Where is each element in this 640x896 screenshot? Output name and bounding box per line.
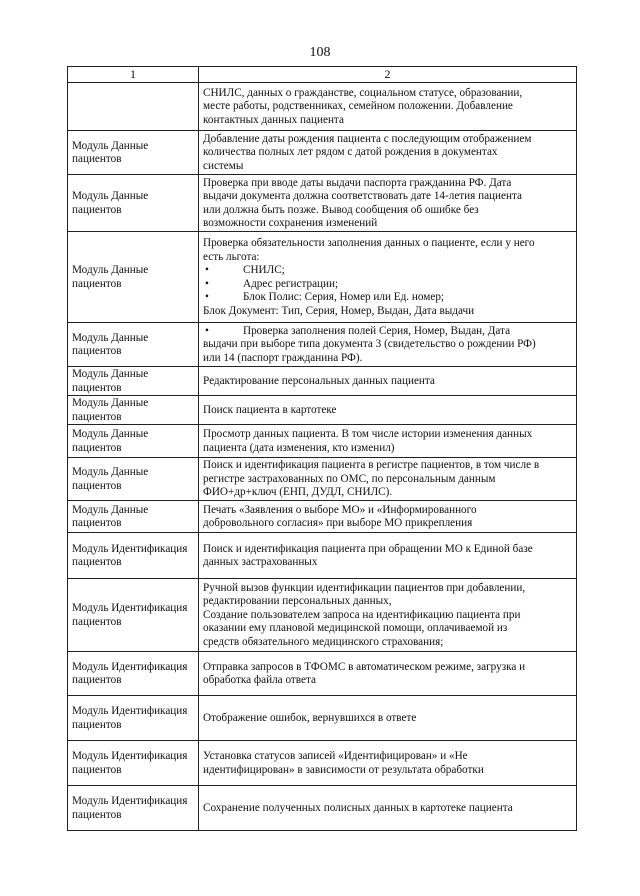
description-line: есть льгота: bbox=[203, 250, 260, 263]
description-line: Поиск пациента в картотеке bbox=[203, 403, 337, 416]
description-line: регистре застрахованных по ОМС, по персональным данным bbox=[203, 472, 496, 485]
description-cell bbox=[199, 396, 577, 425]
description-line: ФИО+др+ключ (ЕНП, ДУДЛ, СНИЛС). bbox=[203, 486, 393, 499]
bullet-item bbox=[203, 325, 572, 339]
requirements-table bbox=[67, 66, 577, 831]
table-row bbox=[68, 579, 577, 652]
table-row bbox=[68, 652, 577, 696]
bullet-icon: • bbox=[205, 291, 209, 303]
module-cell: Модуль Данные пациентов bbox=[68, 232, 199, 323]
table-row bbox=[68, 533, 577, 579]
module-cell: Модуль Данные пациентов bbox=[68, 131, 199, 175]
description-line: месте работы, родственниках, семейном положении. Добавление bbox=[203, 100, 513, 113]
table-row bbox=[68, 396, 577, 425]
description-line: Создание пользователем запроса на идентификацию пациента при bbox=[203, 608, 521, 621]
description-cell bbox=[199, 786, 577, 831]
description-line: идентифицирован» в зависимости от результата обработки bbox=[203, 763, 484, 776]
module-cell: Модуль Данные пациентов bbox=[68, 323, 199, 367]
description-line: выдачи документа должна соответствовать дате 14-летия пациента bbox=[203, 190, 522, 202]
table-row bbox=[68, 131, 577, 175]
description-cell bbox=[199, 367, 577, 396]
description-cell bbox=[199, 501, 577, 533]
description-line: средств обязательного медицинского страхования; bbox=[203, 635, 444, 648]
description-line: данных застрахованных bbox=[203, 556, 318, 568]
description-line: контактных данных пациента bbox=[203, 113, 344, 126]
module-cell: Модуль Данные пациентов bbox=[68, 501, 199, 533]
module-cell bbox=[68, 83, 199, 131]
description-cell bbox=[199, 696, 577, 741]
module-cell: Модуль Данные пациентов bbox=[68, 175, 199, 232]
description-line: редактировании персональных данных, bbox=[203, 595, 392, 608]
description-line: или должна быть позже. Вывод сообщения об ошибке без bbox=[203, 203, 479, 216]
table-row bbox=[68, 367, 577, 396]
description-line: количества полных лет рядом с датой рождения в документах bbox=[203, 146, 498, 159]
module-cell: Модуль Идентификация пациентов bbox=[68, 786, 199, 831]
bullet-icon: • bbox=[205, 324, 209, 337]
bullet-text: СНИЛС; bbox=[243, 264, 285, 276]
module-cell: Модуль Идентификация пациентов bbox=[68, 579, 199, 652]
description-line: Блок Документ: Тип, Серия, Номер, Выдан, Дата выдачи bbox=[203, 304, 475, 317]
bullet-text: Проверка заполнения полей Серия, Номер, Выдан, Дата bbox=[243, 324, 511, 337]
table-row bbox=[68, 458, 577, 501]
description-line: пациента (дата изменения, кто изменил) bbox=[203, 441, 395, 454]
table-row bbox=[68, 425, 577, 458]
description-cell bbox=[199, 425, 577, 458]
description-line: Печать «Заявления о выборе МО» и «Информированного bbox=[203, 503, 477, 516]
module-cell: Модуль Идентификация пациентов bbox=[68, 652, 199, 696]
description-cell bbox=[199, 175, 577, 232]
bullet-icon: • bbox=[205, 277, 209, 290]
module-cell: Модуль Идентификация пациентов bbox=[68, 533, 199, 579]
description-cell bbox=[199, 458, 577, 501]
page-number: 108 bbox=[309, 45, 331, 60]
description-line: Проверка обязательности заполнения данных о пациенте, если у него bbox=[203, 237, 535, 249]
module-cell: Модуль Данные пациентов bbox=[68, 396, 199, 425]
description-cell bbox=[199, 83, 577, 131]
description-line: выдачи при выборе типа документа 3 (свидетельство о рождении РФ) bbox=[203, 338, 536, 351]
description-line: возможности сохранения изменений bbox=[203, 217, 378, 229]
description-line: Ручной вызов функции идентификации пациентов при добавлении, bbox=[203, 581, 526, 594]
description-cell bbox=[199, 131, 577, 175]
module-cell: Модуль Данные пациентов bbox=[68, 458, 199, 501]
table-row bbox=[68, 696, 577, 741]
module-cell: Модуль Данные пациентов bbox=[68, 425, 199, 458]
description-cell bbox=[199, 533, 577, 579]
description-line: Сохранение полученных полисных данных в картотеке пациента bbox=[203, 801, 513, 814]
bullet-icon: • bbox=[205, 264, 209, 276]
description-line: системы bbox=[203, 159, 244, 172]
table-row bbox=[68, 232, 577, 323]
table-header-row bbox=[68, 67, 577, 83]
description-line: Отправка запросов в ТФОМС в автоматическом режиме, загрузка и bbox=[203, 660, 526, 673]
module-cell: Модуль Идентификация пациентов bbox=[68, 696, 199, 741]
bullet-item bbox=[203, 278, 572, 292]
description-line: Просмотр данных пациента. В том числе истории изменения данных bbox=[203, 428, 533, 440]
description-line: обработка файла ответа bbox=[203, 674, 316, 686]
description-line: оказании ему плановой медицинской помощи, оплачиваемой из bbox=[203, 622, 508, 635]
description-line: Установка статусов записей «Идентифицирован» и «Не bbox=[203, 750, 468, 762]
description-cell bbox=[199, 741, 577, 786]
description-line: добровольного согласия» при выборе МО прикрепления bbox=[203, 517, 473, 529]
description-line: Проверка при вводе даты выдачи паспорта гражданина РФ. Дата bbox=[203, 176, 512, 189]
description-line: Поиск и идентификация пациента при обращении МО к Единой базе bbox=[203, 542, 533, 555]
bullet-text: Блок Полис: Серия, Номер или Ед. номер; bbox=[243, 291, 445, 303]
description-line: Поиск и идентификация пациента в регистре пациентов, в том числе в bbox=[203, 459, 540, 472]
bullet-item bbox=[203, 264, 572, 278]
bullet-item bbox=[203, 291, 572, 305]
description-line: Отображение ошибок, вернувшихся в ответе bbox=[203, 711, 417, 724]
table-row bbox=[68, 786, 577, 831]
description-cell bbox=[199, 232, 577, 323]
table-row bbox=[68, 741, 577, 786]
description-cell bbox=[199, 579, 577, 652]
description-cell bbox=[199, 323, 577, 367]
description-cell bbox=[199, 652, 577, 696]
table-row bbox=[68, 323, 577, 367]
description-line: Редактирование персональных данных пациента bbox=[203, 374, 435, 387]
module-cell: Модуль Идентификация пациентов bbox=[68, 741, 199, 786]
module-cell: Модуль Данные пациентов bbox=[68, 367, 199, 396]
description-line: Добавление даты рождения пациента с последующим отображением bbox=[203, 132, 532, 145]
table-row bbox=[68, 501, 577, 533]
bullet-text: Адрес регистрации; bbox=[243, 277, 339, 290]
description-line: или 14 (паспорт гражданина РФ). bbox=[203, 351, 363, 364]
table-row bbox=[68, 175, 577, 232]
header-col-1: 1 bbox=[68, 67, 199, 83]
header-col-2: 2 bbox=[199, 67, 577, 83]
description-line: СНИЛС, данных о гражданстве, социальном статусе, образовании, bbox=[203, 86, 523, 99]
table-row bbox=[68, 83, 577, 131]
